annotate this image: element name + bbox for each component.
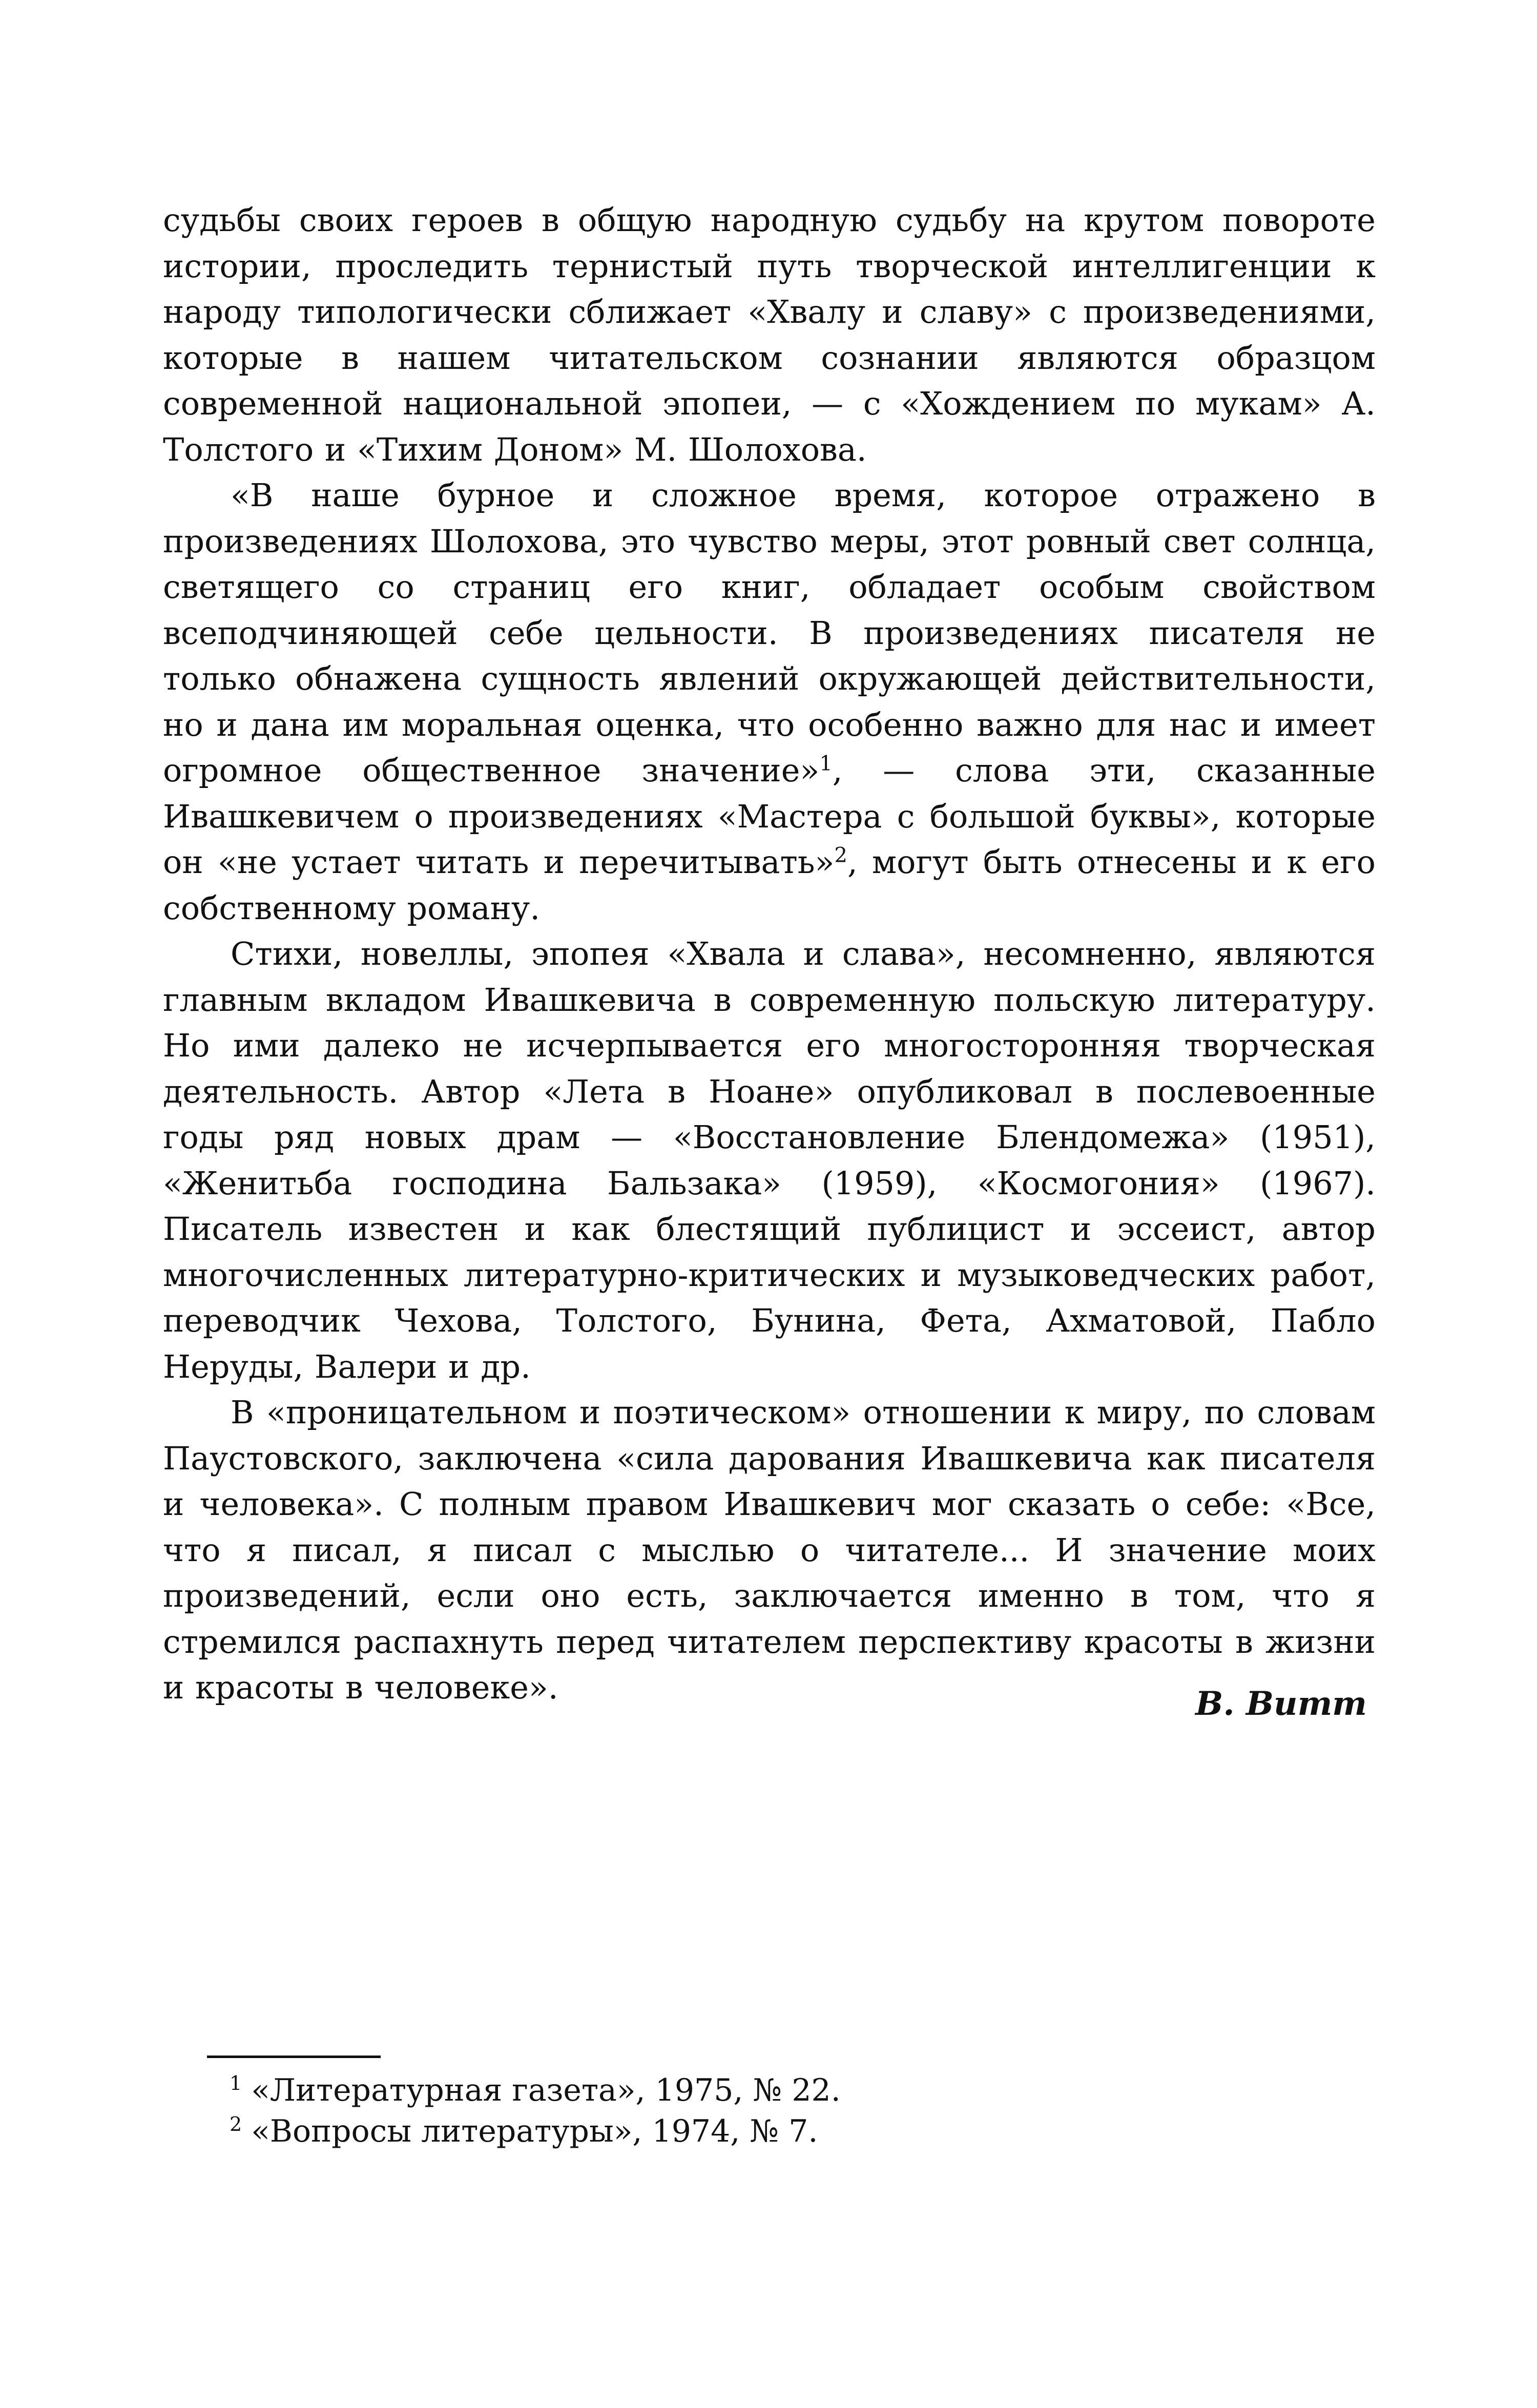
footnote-number: 2 [230, 2113, 242, 2135]
paragraph-continuation: судьбы своих героев в общую народную судьбу на крутом повороте истории, проследить тернистый путь творческой интеллигенции к народу типологически сближает «Хвалу и славу» с произведениями, которые в нашем читательском сознании являются образцом современной национальной эпопеи, — с «Хождением по мукам» А. Толстого и «Тихим Доном» М. Шолохова. [163, 201, 1376, 468]
footnote-text: «Литературная газета», 1975, № 22. [251, 2072, 841, 2108]
footnote-ref-2: 2 [834, 843, 847, 867]
footnote-2 [230, 2111, 841, 2152]
main-text [163, 197, 1376, 1711]
quote-text: «В наше бурное и сложное время, которое отражено в произведениях Шолохова, это чувство меры, этот ровный свет солнца, светящего со страниц его книг, обладает особым свойством всеподчиняющей себе цельности. В произведениях писателя не только обнажена сущность явлений окружающей действительности, но и дана им моральная оценка, что особенно важно для нас и имеет огромное общественное значение» [163, 476, 1376, 789]
footnote-1 [230, 2070, 841, 2111]
paragraph-quote [163, 472, 1376, 931]
paragraph-closing: В «проницательном и поэтическом» отношении к миру, по словам Паустовского, заключена «сила дарования Ивашкевича как писателя и человека». С полным правом Ивашкевич мог сказать о себе: «Все, что я писал, я писал с мыслью о читателе... И значение моих произведений, если оно есть, заключается именно в том, что я стремился распахнуть перед читателем перспективу красоты в жизни и красоты в человеке». [163, 1394, 1376, 1706]
paragraph-works: Стихи, новеллы, эпопея «Хвала и слава», несомненно, являются главным вкладом Ивашкевича в современную польскую литературу. Но ими далеко не исчерпывается его многосторонняя творческая деятельность. Автор «Лета в Ноане» опубликовал в послевоенные годы ряд новых драм — «Восстановление Блендомежа» (1951), «Женитьба господина Бальзака» (1959), «Космогония» (1967). Писатель известен и как блестящий публицист и эссеист, автор многочисленных литературно-критических и музыковедческих работ, переводчик Чехова, Толстого, Бунина, Фета, Ахматовой, Пабло Неруды, Валери и др. [163, 935, 1376, 1385]
quote-attribution: , — слова эти, сказанные Ивашкевичем о произведениях «Мастера с большой буквы», которые он «не устает читать и перечитывать» [163, 752, 1376, 881]
footnote-text: «Вопросы литературы», 1974, № 7. [251, 2113, 818, 2149]
footnote-number: 1 [230, 2072, 242, 2094]
author-signature: В. Витт [1195, 1685, 1367, 1723]
footnote-divider [207, 2056, 381, 2058]
quote-conclusion: , могут быть отнесены и к его собственному роману. [163, 843, 1376, 927]
footnote-ref-1: 1 [819, 752, 833, 776]
footnotes [230, 2070, 841, 2152]
